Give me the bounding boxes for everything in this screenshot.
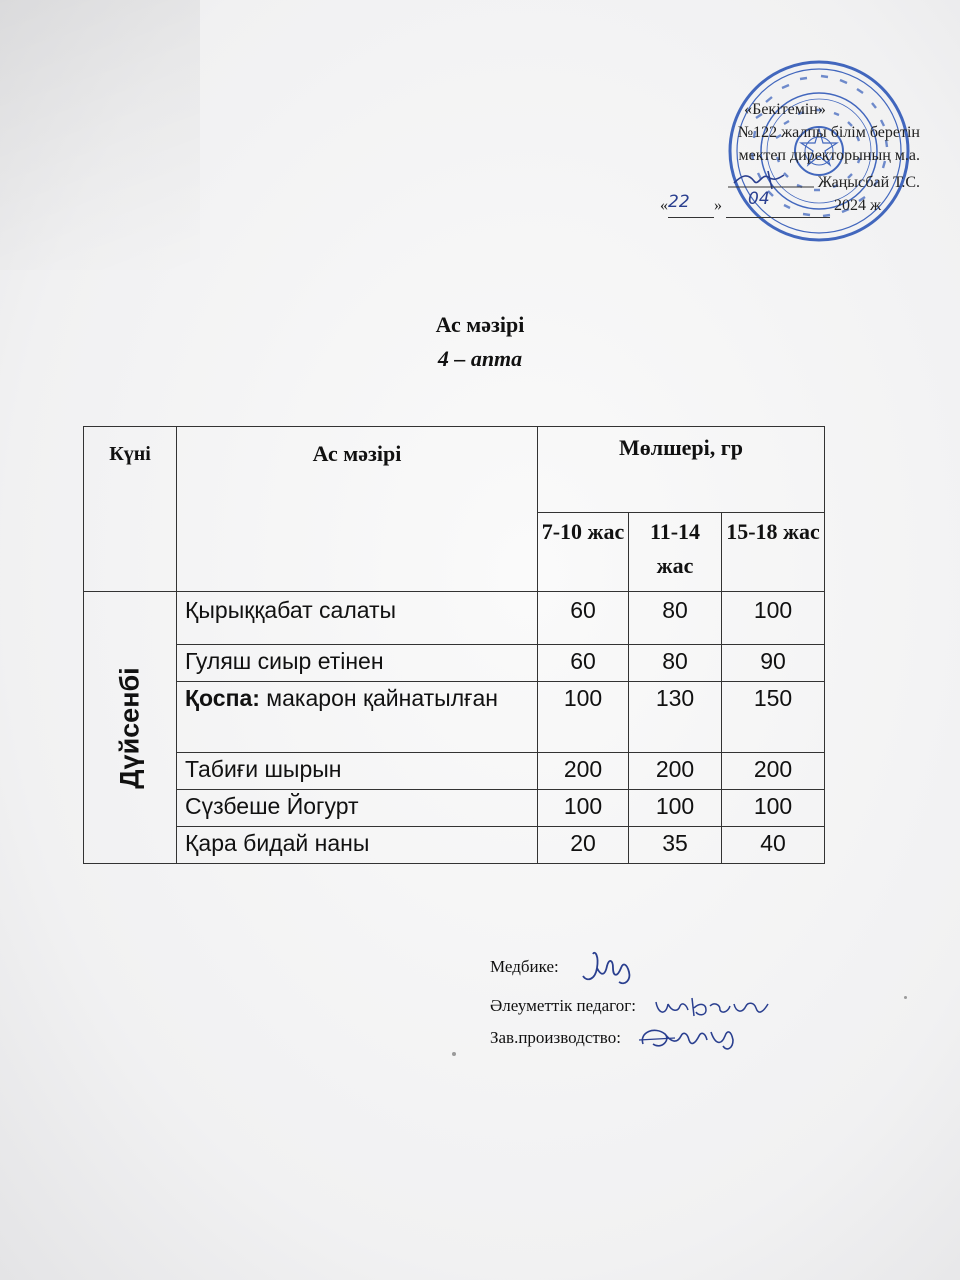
qty-7-10: 100 (538, 682, 629, 753)
qty-15-18: 150 (722, 682, 825, 753)
nurse-label: Медбике: (490, 956, 559, 976)
header-menu: Ас мәзірі (177, 427, 538, 592)
day-cell (84, 592, 177, 864)
date-open-quote: « (660, 197, 668, 214)
table-row (84, 645, 825, 682)
table-row (84, 592, 825, 645)
menu-table (83, 426, 825, 864)
paper-shadow (0, 0, 200, 270)
header-quantity: Мөлшері, гр (538, 427, 825, 513)
qty-15-18: 40 (722, 827, 825, 864)
director-signature (728, 167, 814, 191)
dish-name: Қырыққабат салаты (177, 592, 538, 645)
header-age-11-14: 11-14 жас (629, 512, 722, 591)
date-month: 04 (748, 189, 770, 209)
qty-11-14: 80 (629, 592, 722, 645)
qty-7-10: 100 (538, 790, 629, 827)
qty-11-14: 200 (629, 753, 722, 790)
page-title: Ас мәзірі (435, 312, 525, 337)
header-age-7-10: 7-10 жас (538, 512, 629, 591)
week-subtitle: 4 – апта (437, 346, 523, 371)
signature-row-nurse (490, 946, 780, 990)
qty-7-10: 200 (538, 753, 629, 790)
date-close-quote: » (714, 197, 722, 214)
dish-name: Гуляш сиыр етінен (177, 645, 538, 682)
header-age-15-18: 15-18 жас (722, 512, 825, 591)
social-pedagogue-label: Әлеуметтік педагог: (490, 996, 636, 1015)
qty-15-18: 90 (722, 645, 825, 682)
production-signature (635, 1022, 745, 1056)
table-row (84, 753, 825, 790)
approval-heading: «Бекітемін» (744, 101, 826, 118)
qty-11-14: 130 (629, 682, 722, 753)
header-day: Күні (84, 427, 177, 592)
production-label: Зав.производство: (490, 1028, 621, 1048)
nurse-signature (573, 946, 643, 990)
date-year: 2024 ж (834, 197, 882, 214)
approval-school: №122 жалпы білім беретін (737, 124, 920, 141)
approval-signature-line (650, 167, 920, 194)
qty-7-10: 60 (538, 592, 629, 645)
qty-7-10: 20 (538, 827, 629, 864)
signature-row-social-pedagogue (490, 990, 780, 1022)
day-label: Дүйсенбі (114, 666, 145, 789)
qty-15-18: 100 (722, 592, 825, 645)
approval-position: мектеп директорының м.а. (738, 147, 920, 164)
social-pedagogue-signature (650, 992, 780, 1022)
table-row (84, 682, 825, 753)
dish-name (177, 682, 538, 753)
approval-date (650, 189, 920, 218)
table-row (84, 790, 825, 827)
qty-7-10: 60 (538, 645, 629, 682)
paper-speck (452, 1052, 456, 1056)
paper-speck (904, 996, 907, 999)
dish-prefix: Қоспа: (185, 685, 260, 711)
dish-name: Сүзбеше Йогурт (177, 790, 538, 827)
dish-name: Қара бидай наны (177, 827, 538, 864)
qty-15-18: 100 (722, 790, 825, 827)
director-name: Жаңысбай Т.С. (817, 174, 920, 191)
qty-11-14: 80 (629, 645, 722, 682)
dish-text: макарон қайнатылған (259, 685, 499, 711)
qty-15-18: 200 (722, 753, 825, 790)
qty-11-14: 35 (629, 827, 722, 864)
table-row (84, 827, 825, 864)
qty-11-14: 100 (629, 790, 722, 827)
dish-name: Табиғи шырын (177, 753, 538, 790)
date-day: 22 (668, 192, 690, 212)
signatures-block (490, 946, 780, 1056)
signature-row-production (490, 1022, 780, 1056)
approval-block (650, 98, 920, 218)
